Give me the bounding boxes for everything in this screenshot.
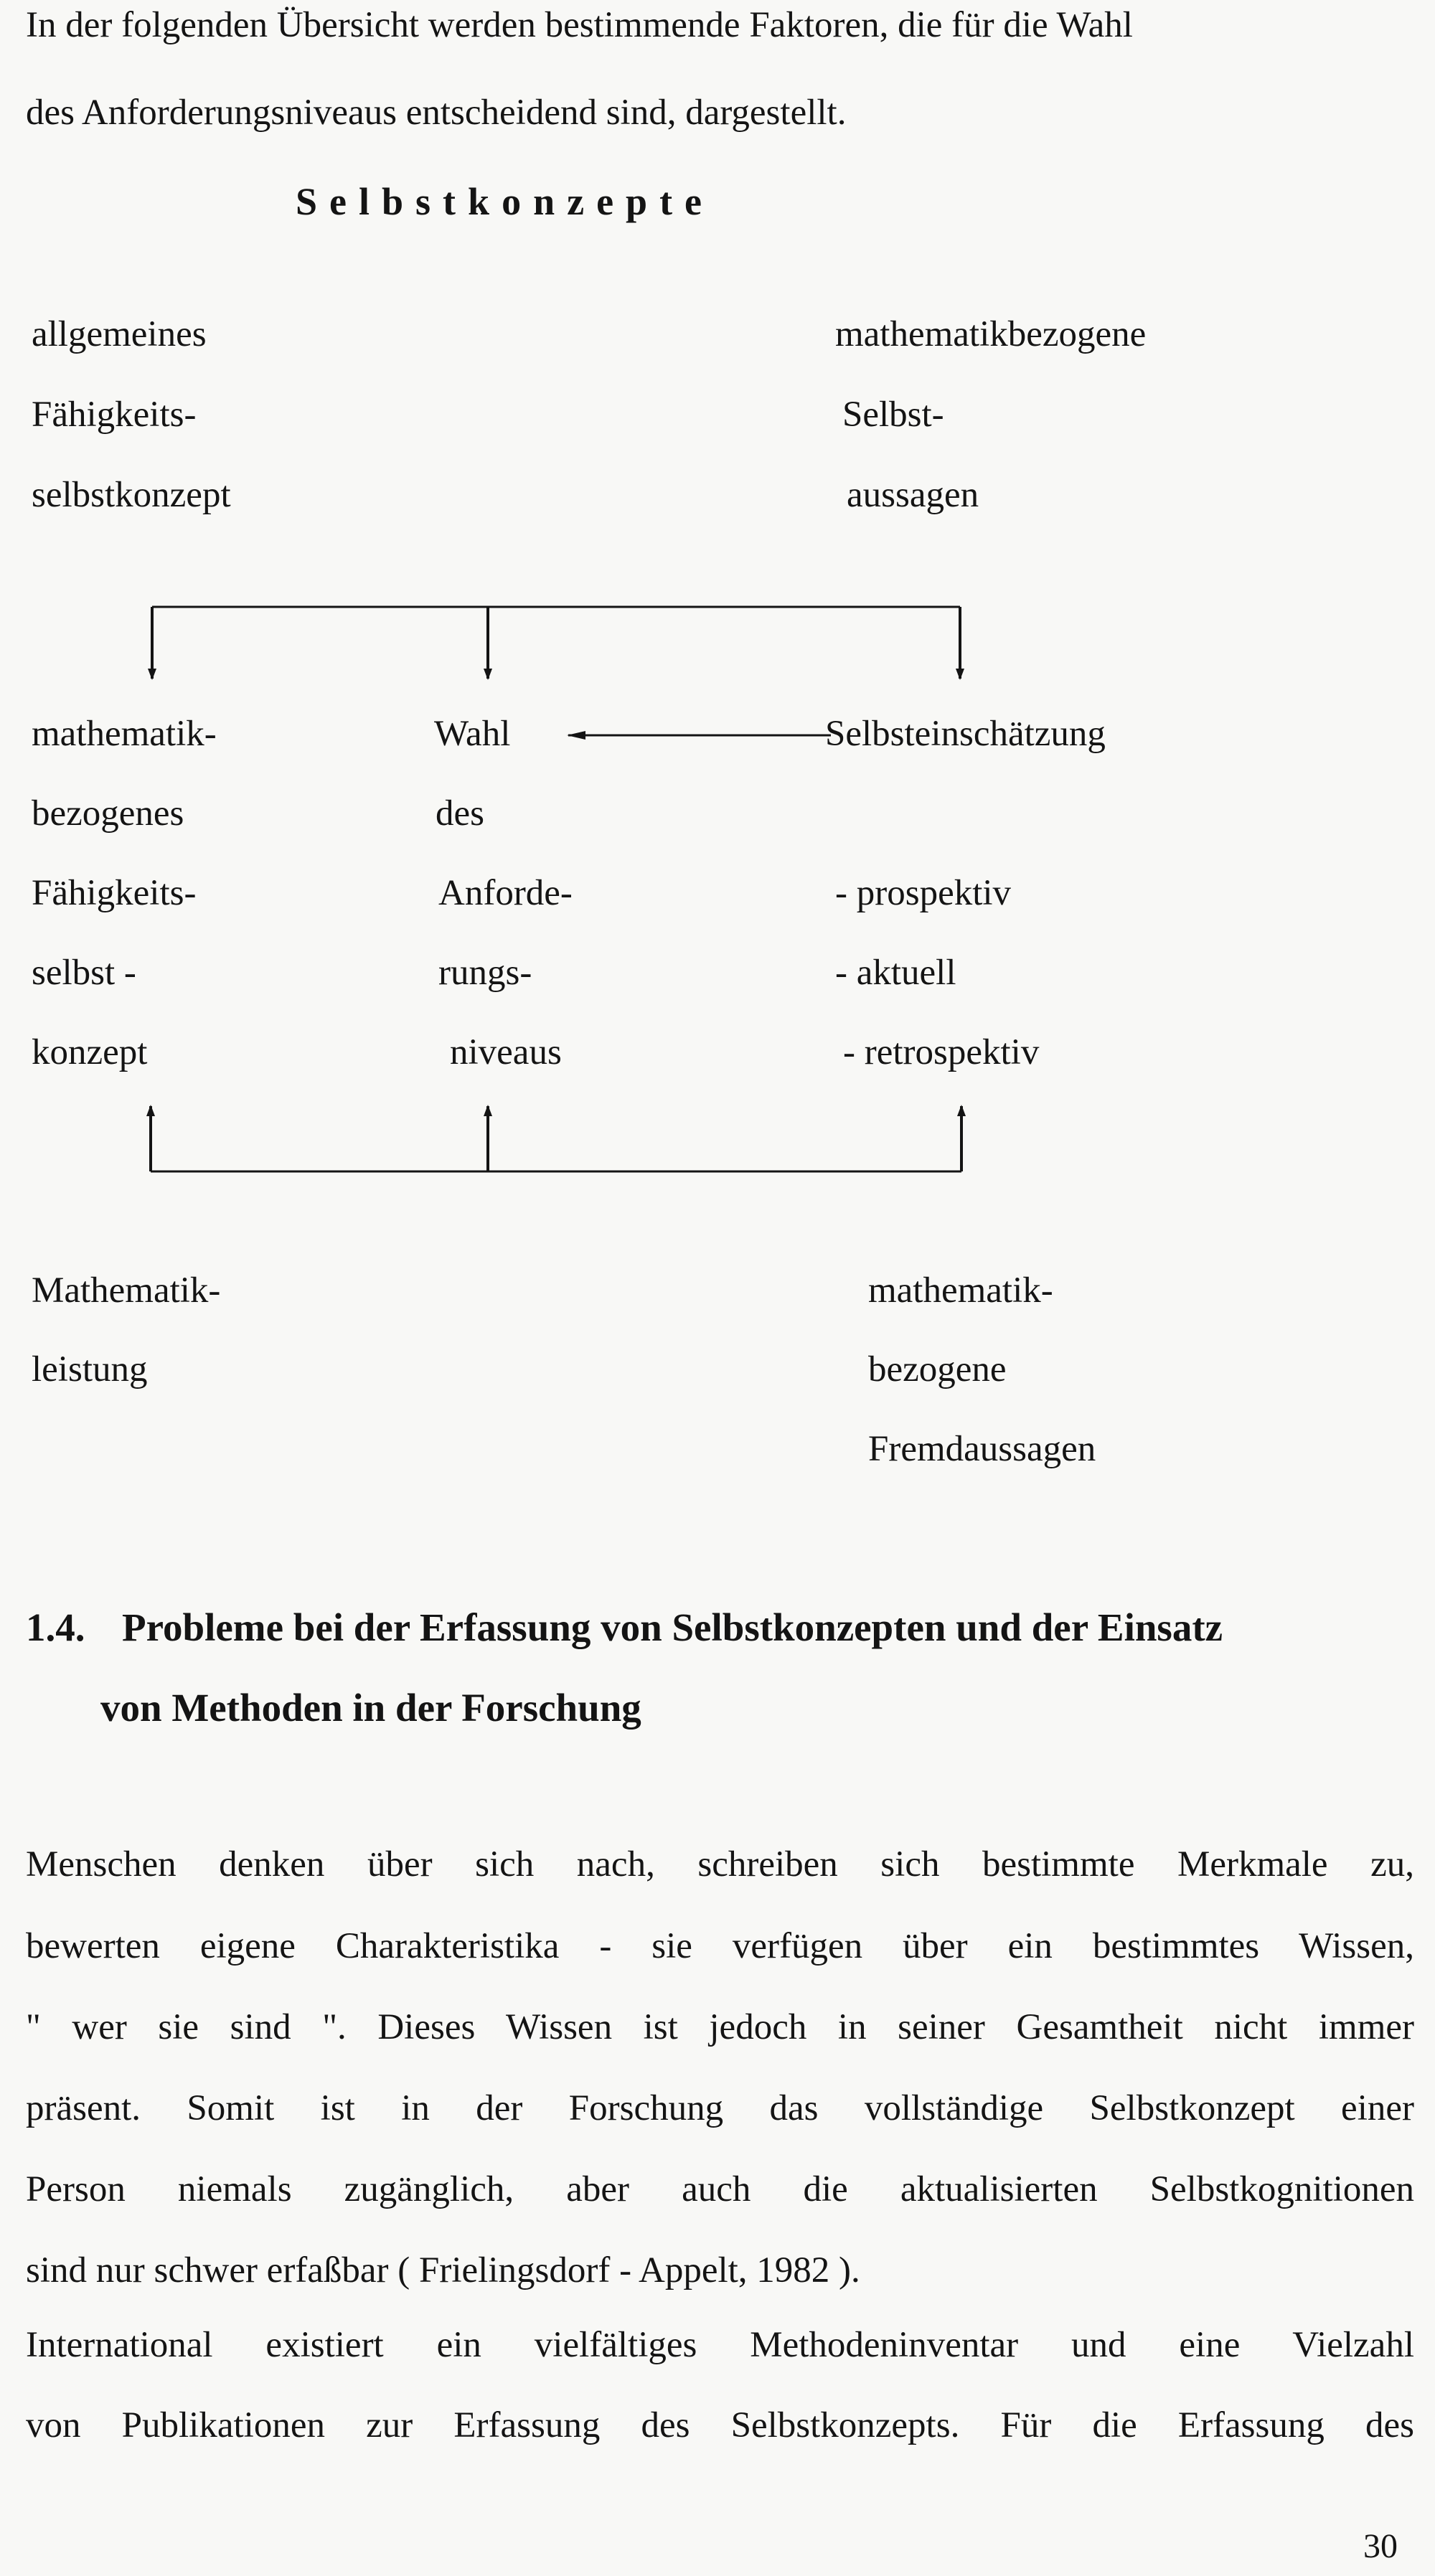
mid-right-line: - retrospektiv bbox=[843, 1032, 1040, 1072]
mid-right-line: Selbsteinschätzung bbox=[825, 714, 1106, 754]
top-left-line: selbstkonzept bbox=[32, 475, 231, 515]
bottom-right-line: mathematik- bbox=[868, 1270, 1053, 1311]
section-title-line-1: Probleme bei der Erfassung von Selbstkonzepten und der Einsatz bbox=[122, 1605, 1223, 1649]
mid-left-line: konzept bbox=[32, 1032, 148, 1072]
mid-center-line: Anforde- bbox=[438, 873, 573, 913]
paragraph-line: " wer sie sind ". Dieses Wissen ist jedoch in seiner Gesamtheit nicht immer bbox=[26, 2007, 1414, 2047]
mid-center-line: Wahl bbox=[434, 714, 511, 754]
diagram-title: Selbstkonzepte bbox=[296, 180, 715, 223]
paragraph-line: sind nur schwer erfaßbar ( Frielingsdorf - Appelt, 1982 ). bbox=[26, 2250, 860, 2290]
bottom-left-line: leistung bbox=[32, 1349, 148, 1390]
paragraph-line: bewerten eigene Charakteristika - sie verfügen über ein bestimmtes Wissen, bbox=[26, 1926, 1414, 1966]
section-title-line-2: von Methoden in der Forschung bbox=[100, 1686, 641, 1730]
bottom-right-line: Fremdaussagen bbox=[868, 1429, 1096, 1469]
bottom-left-line: Mathematik- bbox=[32, 1270, 221, 1311]
page-number: 30 bbox=[1363, 2527, 1398, 2565]
intro-line-2: des Anforderungsniveaus entscheidend sind, dargestellt. bbox=[26, 93, 847, 133]
paragraph-line: von Publikationen zur Erfassung des Selbstkonzepts. Für die Erfassung des bbox=[26, 2405, 1414, 2445]
mid-right-line: - prospektiv bbox=[835, 873, 1012, 913]
mid-left-line: mathematik- bbox=[32, 714, 217, 754]
section-number: 1.4. bbox=[26, 1605, 85, 1649]
mid-center-line: niveaus bbox=[450, 1032, 562, 1072]
top-left-line: allgemeines bbox=[32, 314, 207, 354]
top-right-line: Selbst- bbox=[842, 395, 944, 435]
top-right-line: mathematikbezogene bbox=[835, 314, 1147, 354]
top-right-line: aussagen bbox=[847, 475, 979, 515]
mid-left-line: selbst - bbox=[32, 953, 136, 993]
paragraph-line: Menschen denken über sich nach, schreiben sich bestimmte Merkmale zu, bbox=[26, 1844, 1414, 1884]
mid-center-line: des bbox=[436, 793, 484, 834]
paragraph-line: präsent. Somit ist in der Forschung das vollständige Selbstkonzept einer bbox=[26, 2088, 1414, 2128]
mid-center-line: rungs- bbox=[438, 953, 532, 993]
paragraph-line: Person niemals zugänglich, aber auch die aktualisierten Selbstkognitionen bbox=[26, 2169, 1414, 2209]
bottom-right-line: bezogene bbox=[868, 1349, 1007, 1390]
top-left-line: Fähigkeits- bbox=[32, 395, 197, 435]
paragraph-line: International existiert ein vielfältiges Methodeninventar und eine Vielzahl bbox=[26, 2325, 1414, 2365]
intro-line-1: In der folgenden Übersicht werden bestimmende Faktoren, die für die Wahl bbox=[26, 5, 1133, 45]
mid-left-line: Fähigkeits- bbox=[32, 873, 197, 913]
mid-right-line: - aktuell bbox=[835, 953, 956, 993]
mid-left-line: bezogenes bbox=[32, 793, 184, 834]
